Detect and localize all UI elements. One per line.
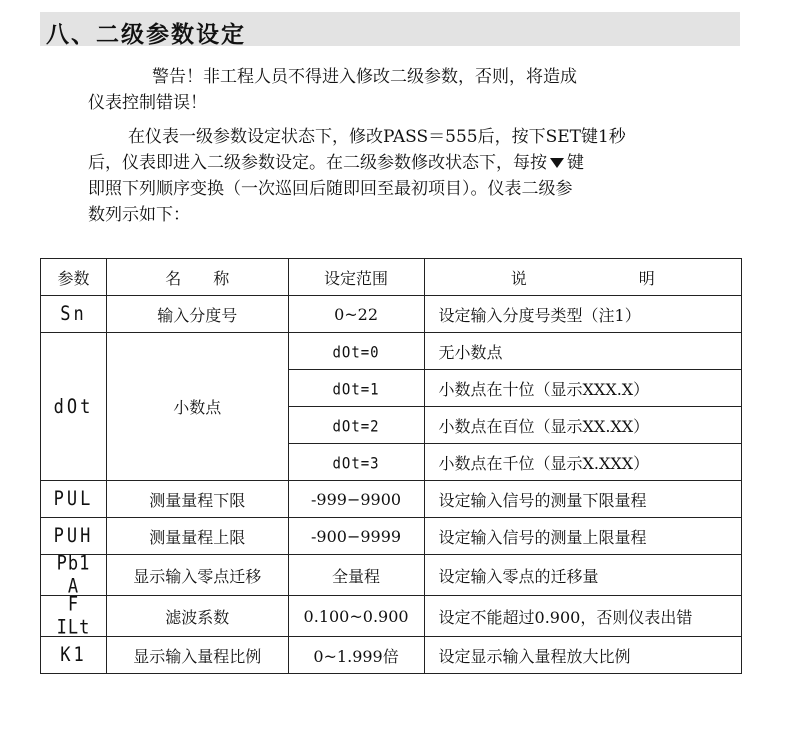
param-name: 测量量程上限 bbox=[106, 518, 288, 555]
param-range: -999−9900 bbox=[288, 481, 424, 518]
param-range: 0~1.999倍 bbox=[288, 637, 424, 674]
table-row bbox=[41, 333, 742, 370]
intro-line-2 bbox=[88, 150, 738, 176]
param-range: 0~22 bbox=[288, 296, 424, 333]
intro-line-2-end: 键 bbox=[567, 153, 584, 173]
param-desc: 无小数点 bbox=[424, 333, 741, 370]
param-range: 全量程 bbox=[288, 555, 424, 596]
intro-line-2-text: 后，仪表即进入二级参数设定。在二级参数修改状态下，每按 bbox=[88, 153, 547, 173]
table-row bbox=[41, 481, 742, 518]
param-name: 小数点 bbox=[106, 333, 288, 481]
param-code: PUH bbox=[53, 524, 94, 548]
param-desc: 设定不能超过0.900，否则仪表出错 bbox=[424, 596, 741, 637]
param-name: 测量量程下限 bbox=[106, 481, 288, 518]
param-desc: 设定输入零点的迁移量 bbox=[424, 555, 741, 596]
down-triangle-key-icon bbox=[550, 158, 564, 168]
param-range: dOt=0 bbox=[332, 343, 380, 362]
param-desc: 小数点在十位（显示XXX.X） bbox=[424, 370, 741, 407]
param-name: 显示输入量程比例 bbox=[106, 637, 288, 674]
warning-paragraph bbox=[88, 64, 728, 116]
param-name: 显示输入零点迁移 bbox=[106, 555, 288, 596]
section-title: 八、二级参数设定 bbox=[46, 22, 246, 48]
param-range: 0.100~0.900 bbox=[288, 596, 424, 637]
header-desc: 说 明 bbox=[424, 259, 741, 296]
param-desc: 小数点在百位（显示XX.XX） bbox=[424, 407, 741, 444]
table-row bbox=[41, 596, 742, 637]
param-range: dOt=2 bbox=[332, 417, 380, 436]
param-desc: 设定输入分度号类型（注1） bbox=[424, 296, 741, 333]
header-range: 设定范围 bbox=[288, 259, 424, 296]
param-code: PUL bbox=[53, 487, 94, 511]
table-row bbox=[41, 637, 742, 674]
table-header-row bbox=[41, 259, 742, 296]
param-desc: 设定显示输入量程放大比例 bbox=[424, 637, 741, 674]
section-heading-bar bbox=[40, 12, 740, 46]
intro-paragraph bbox=[88, 124, 738, 228]
param-range: dOt=3 bbox=[332, 454, 380, 473]
param-code: K1 bbox=[60, 643, 87, 667]
table-row bbox=[41, 518, 742, 555]
param-code: F ILt bbox=[56, 593, 91, 639]
param-desc: 设定输入信号的测量上限量程 bbox=[424, 518, 741, 555]
parameter-table bbox=[40, 258, 742, 674]
intro-line-4: 数列示如下： bbox=[88, 205, 190, 225]
warning-line-1: 警告！非工程人员不得进入修改二级参数，否则，将造成 bbox=[152, 67, 577, 87]
param-range: dOt=1 bbox=[332, 380, 380, 399]
header-name: 名 称 bbox=[106, 259, 288, 296]
table-row bbox=[41, 296, 742, 333]
param-desc: 小数点在千位（显示X.XXX） bbox=[424, 444, 741, 481]
param-name: 滤波系数 bbox=[106, 596, 288, 637]
intro-line-3: 即照下列顺序变换（一次巡回后随即回至最初项目）。仪表二级参 bbox=[88, 179, 573, 199]
param-code: Pb1 A bbox=[56, 552, 91, 598]
warning-line-2: 仪表控制错误！ bbox=[88, 93, 207, 113]
table-row bbox=[41, 555, 742, 596]
param-code: Sn bbox=[60, 302, 87, 326]
param-desc: 设定输入信号的测量下限量程 bbox=[424, 481, 741, 518]
param-range: -900−9999 bbox=[288, 518, 424, 555]
intro-line-1: 在仪表一级参数设定状态下，修改PASS＝555后，按下SET键1秒 bbox=[128, 127, 626, 147]
header-param: 参数 bbox=[41, 259, 107, 296]
param-code: dOt bbox=[53, 395, 94, 418]
param-name: 输入分度号 bbox=[106, 296, 288, 333]
